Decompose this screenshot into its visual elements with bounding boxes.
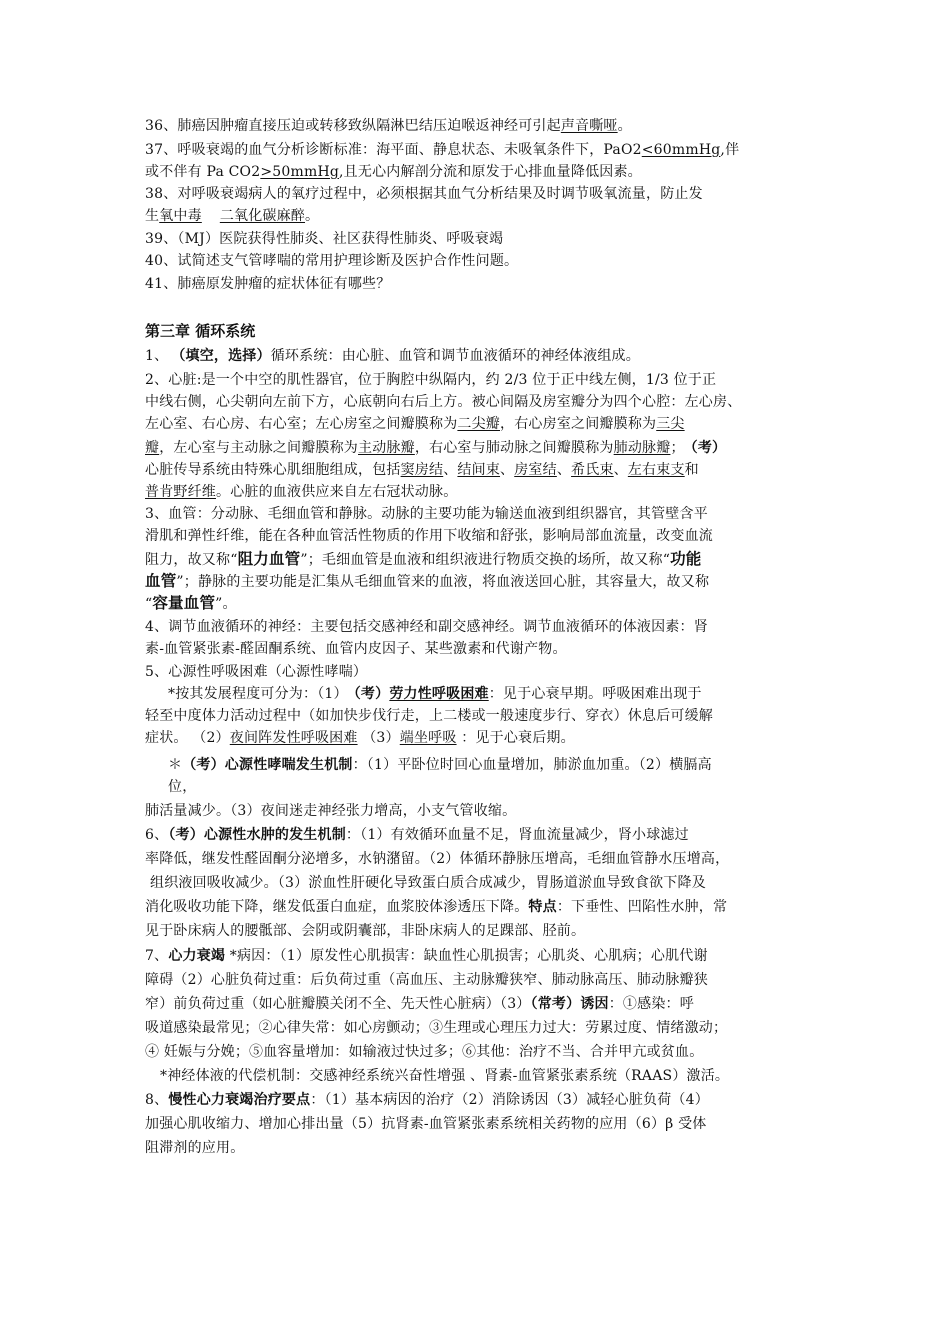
underlined-term: 氧中毒 xyxy=(159,208,202,224)
text: ：（1）有效循环血量不足，肾血流量减少，肾小球滤过 xyxy=(345,827,689,843)
text: 。心脏的血液供应来自左右冠状动脉。 xyxy=(216,484,458,500)
bold-text: （考） xyxy=(690,440,727,456)
para-5-line7: 肺活量减少。（3）夜间迷走神经张力增高，小支气管收缩。 xyxy=(145,803,517,819)
para-2-line4 xyxy=(145,438,726,458)
text: ＊ xyxy=(168,757,183,773)
underlined-term: 端坐呼吸 xyxy=(399,730,457,746)
text: 37、呼吸衰竭的血气分析诊断标准：海平面、静息状态、未吸氧条件下，PaO2 xyxy=(145,142,642,158)
text: 、 xyxy=(500,462,515,478)
bold-text: 容量血管 xyxy=(152,594,216,612)
underlined-term: 三尖 xyxy=(656,416,685,432)
para-1 xyxy=(145,346,640,366)
para-5-line6: 位， xyxy=(168,779,197,795)
item-41: 41、肺癌原发肿瘤的症状体征有哪些？ xyxy=(145,276,391,292)
para-8-line2: 加强心肌收缩力、增加心排出量（5）抗肾素-血管紧张素系统相关药物的应用（6）β 受体 xyxy=(145,1116,707,1132)
bold-text: 阻力血管 xyxy=(237,550,301,568)
para-6-line3: 组织液回吸收减少。（3）淤血性肝硬化导致蛋白质合成减少，胃肠道淤血导致食欲下降及 xyxy=(150,875,706,891)
text: ：（1）基本病因的治疗（2）消除诱因（3）减轻心脏负荷（4） xyxy=(310,1092,709,1108)
text: 心脏传导系统由特殊心肌细胞组成，包括 xyxy=(145,462,401,478)
text: ，右心室与肺动脉之间瓣膜称为 xyxy=(414,440,614,456)
text: 阻力，故又称“ xyxy=(145,552,238,568)
para-6-line4 xyxy=(145,897,727,917)
text: ：见于心衰后期。 xyxy=(456,730,575,746)
item-39: 39、（MJ）医院获得性肺炎、社区获得性肺炎、呼吸衰竭 xyxy=(145,231,504,247)
text: ，右心房室之间瓣膜称为 xyxy=(500,416,657,432)
para-4-line1: 4、调节血液循环的神经：主要包括交感神经和副交感神经。调节血液循环的体液因素：肾 xyxy=(145,619,708,635)
text: 窄）前负荷过重（如心脏瓣膜关闭不全、先天性心脏病）（3） xyxy=(145,996,531,1012)
underlined-term: 普肯野纤维 xyxy=(145,484,216,500)
text: 8、 xyxy=(145,1092,169,1108)
text: *病因：（1）原发性心肌损害：缺血性心肌损害；心肌炎、心肌病；心肌代谢 xyxy=(225,948,708,964)
para-2-line6 xyxy=(145,482,457,502)
para-7-line4: 吸道感染最常见；②心律失常：如心房颤动；③生理或心理压力过大：劳累过度、情绪激动； xyxy=(145,1020,728,1036)
text: 症状。 （2） xyxy=(145,730,230,746)
item-38-line1: 38、对呼吸衰竭病人的氧疗过程中，必须根据其血气分析结果及时调节吸氧流量，防止发 xyxy=(145,186,703,202)
underlined-term: 二尖瓣 xyxy=(457,416,501,432)
underlined-term: 结间束 xyxy=(457,462,501,478)
underlined-term: 夜间阵发性呼吸困难 xyxy=(229,730,358,746)
para-3-line2: 滑肌和弹性纤维，能在各种血管活性物质的作用下收缩和舒张，影响局部血流量，改变血流 xyxy=(145,528,713,544)
chapter-title: 第三章 循环系统 xyxy=(145,322,256,340)
underlined-term: 左右束支 xyxy=(627,462,685,478)
para-2-line1: 2、心脏:是一个中空的肌性器官，位于胸腔中纵隔内，约 2/3 位于正中线左侧，1/3 位于正 xyxy=(145,372,717,388)
text: 36、肺癌因肿瘤直接压迫或转移致纵隔淋巴结压迫喉返神经可引起 xyxy=(145,118,561,134)
underlined-term: <60mmHg xyxy=(641,142,721,158)
bold-text: 功能 xyxy=(670,550,702,568)
text: 6、 xyxy=(145,827,169,843)
underlined-term: 二氧化碳麻醉 xyxy=(219,208,306,224)
para-3-line3 xyxy=(145,549,702,570)
para-6-line1 xyxy=(145,825,689,845)
text: ”；毛细血管是血液和组织液进行物质交换的场所，故又称“ xyxy=(300,552,671,568)
para-2-line5 xyxy=(145,460,699,480)
para-5-line1: 5、心源性呼吸困难（心源性哮喘） xyxy=(145,664,368,680)
text: 或不伴有 Pa CO2 xyxy=(145,164,261,180)
text: 7、 xyxy=(145,948,169,964)
bold-text: 血管 xyxy=(145,572,177,590)
text: *按其发展程度可分为：（1） xyxy=(168,686,348,702)
item-38-line2 xyxy=(145,206,319,226)
text: ：（1）平卧位时回心血量增加，肺淤血加重。（2）横膈高 xyxy=(352,757,712,773)
text: 和 xyxy=(684,462,699,478)
para-4-line2: 素-血管紧张素-醛固酮系统、血管内皮因子、某些激素和代谢产物。 xyxy=(145,641,567,657)
underlined-term: 声音嘶哑 xyxy=(560,118,618,134)
text: ：①感染：呼 xyxy=(608,996,694,1012)
text: （3） xyxy=(357,730,400,746)
para-8-line3: 阻滞剂的应用。 xyxy=(145,1140,245,1156)
bold-text: （考）心源性水肿的发生机制 xyxy=(168,827,346,843)
text: 生 xyxy=(145,208,160,224)
underlined-term: 窦房结 xyxy=(400,462,444,478)
item-37-line1 xyxy=(145,140,739,160)
bold-text: （考） xyxy=(353,686,390,702)
text: 1、 xyxy=(145,348,169,364)
text: 、 xyxy=(613,462,628,478)
text: “ xyxy=(145,596,153,612)
text: 循环系统：由心脏、血管和调节血液循环的神经体液组成。 xyxy=(270,348,640,364)
bold-text: 慢性心力衰竭治疗要点 xyxy=(168,1092,311,1108)
underlined-term: 希氏束 xyxy=(571,462,614,478)
underlined-term: 肺动脉瓣 xyxy=(613,440,671,456)
bold-text: （填空，选择） xyxy=(178,348,271,364)
para-7-line1 xyxy=(145,946,708,966)
underlined-term: 房室结 xyxy=(514,462,557,478)
underlined-term: >50mmHg xyxy=(260,164,340,180)
para-7-line2: 障碍（2）心脏负荷过重：后负荷过重（高血压、主动脉瓣狭窄、肺动脉高压、肺动脉瓣狭 xyxy=(145,972,708,988)
text: ：见于心衰早期。呼吸困难出现于 xyxy=(488,686,702,702)
text: ”。 xyxy=(215,596,237,612)
para-3-line1: 3、血管：分动脉、毛细血管和静脉。动脉的主要功能为输送血液到组织器官，其管壁含平 xyxy=(145,506,708,522)
bold-text: 特点 xyxy=(528,899,557,915)
para-3-line5 xyxy=(145,593,237,614)
para-2-line3 xyxy=(145,414,685,434)
underlined-term: 瓣 xyxy=(145,440,160,456)
item-40: 40、试简述支气管哮喘的常用护理诊断及医护合作性问题。 xyxy=(145,253,519,269)
para-7-line3 xyxy=(145,994,694,1014)
para-3-line4 xyxy=(145,571,709,592)
text: ，左心室与主动脉之间瓣膜称为 xyxy=(159,440,359,456)
para-2-line2: 中线右侧，心尖朝向左前下方，心底朝向右后上方。被心间隔及房室瓣分为四个心腔：左心房、 xyxy=(145,394,742,410)
text: 消化吸收功能下降，继发低蛋白血症，血浆胶体渗透压下降。 xyxy=(145,899,529,915)
text: ：下垂性、凹陷性水肿，常 xyxy=(556,899,728,915)
text: 左心室、右心房、右心室；左心房室之间瓣膜称为 xyxy=(145,416,458,432)
text: 、 xyxy=(556,462,572,478)
para-6-line5: 见于卧床病人的腰骶部、会阴或阴囊部，非卧床病人的足踝部、胫前。 xyxy=(145,923,586,939)
para-5-line2 xyxy=(168,684,702,704)
text: 。 xyxy=(305,208,320,224)
underlined-term: 主动脉瓣 xyxy=(358,440,415,456)
para-7-line6: *神经体液的代偿机制：交感神经系统兴奋性增强 、肾素-血管紧张素系统（RAAS）激活。 xyxy=(160,1068,730,1084)
item-37-line2 xyxy=(145,162,642,182)
text: 。 xyxy=(617,118,632,134)
text: ”；静脉的主要功能是汇集从毛细血管来的血液，将血液送回心脏，其容量大，故又称 xyxy=(176,574,710,590)
text: ,伴 xyxy=(720,142,740,158)
para-5-line5 xyxy=(168,755,712,775)
item-36 xyxy=(145,116,632,136)
bold-text: 心力衰竭 xyxy=(168,948,226,964)
text: ,且无心内解剖分流和原发于心排血量降低因素。 xyxy=(339,164,642,180)
text: 、 xyxy=(443,462,458,478)
text: ； xyxy=(670,440,685,456)
bold-underlined-term: 劳力性呼吸困难 xyxy=(389,686,489,702)
para-8-line1 xyxy=(145,1090,709,1110)
para-5-line4 xyxy=(145,728,575,748)
para-7-line5: ④ 妊娠与分娩；⑤血容量增加：如输液过快过多；⑥其他：治疗不当、合并甲亢或贫血。 xyxy=(145,1044,704,1060)
bold-text: （考）心源性哮喘发生机制 xyxy=(182,757,353,773)
bold-text: （常考）诱因 xyxy=(530,996,609,1012)
para-5-line3: 轻至中度体力活动过程中（如加快步伐行走，上二楼或一般速度步行、穿衣）休息后可缓解 xyxy=(145,708,713,724)
para-6-line2: 率降低，继发性醛固酮分泌增多，水钠潴留。（2）体循环静脉压增高，毛细血管静水压增高， xyxy=(145,851,730,867)
